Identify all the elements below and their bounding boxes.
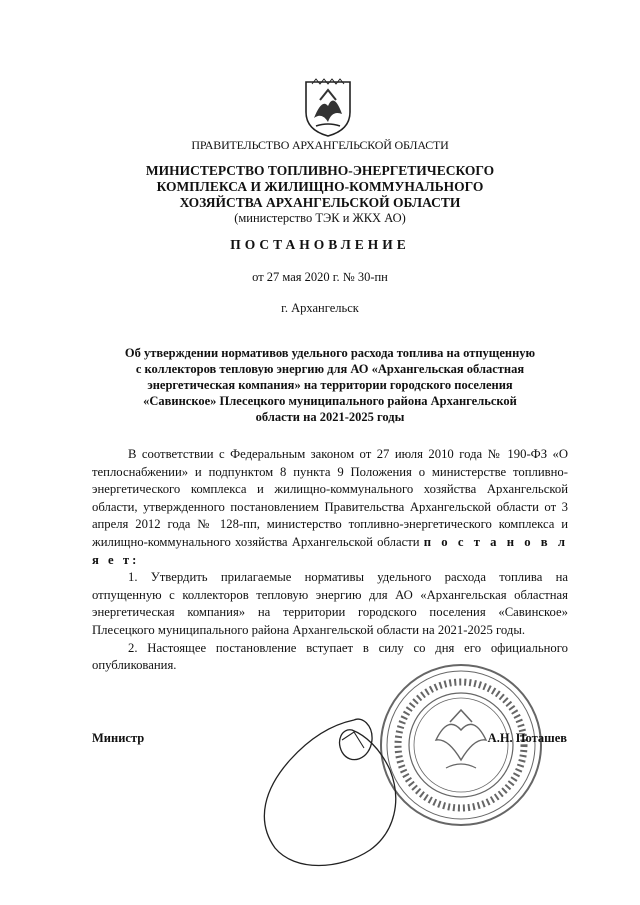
coat-of-arms-emblem [302, 78, 354, 138]
handwritten-signature [230, 700, 430, 880]
signer-name: А.Н. Поташев [487, 731, 567, 745]
subject-line: Об утверждении нормативов удельного расхода топлива на отпущенную [124, 346, 536, 360]
ministry-short-name: (министерство ТЭК и ЖКХ АО) [234, 211, 406, 225]
document-body [92, 446, 568, 675]
subject-line: «Савинское» Плесецкого муниципального района Архангельской [143, 394, 517, 408]
signer-position: Министр [92, 731, 145, 745]
subject-line: области на 2021-2025 годы [255, 410, 405, 424]
ministry-name-line: МИНИСТЕРСТВО ТОПЛИВНО-ЭНЕРГЕТИЧЕСКОГО [145, 163, 495, 178]
ministry-name-line: КОМПЛЕКСА И ЖИЛИЩНО-КОММУНАЛЬНОГО [156, 179, 484, 194]
subject-line: энергетическая компания» на территории городского поселения [147, 378, 513, 392]
city: г. Архангельск [281, 301, 359, 315]
ministry-name [0, 163, 640, 211]
government-name: ПРАВИТЕЛЬСТВО АРХАНГЕЛЬСКОЙ ОБЛАСТИ [191, 138, 449, 152]
item-2-paragraph: 2. Настоящее постановление вступает в силу со дня его официального опубликования. [92, 640, 568, 673]
item-1-paragraph: 1. Утвердить прилагаемые нормативы удельного расхода топлива на отпущенную с коллекторов тепловую энергию для АО «Архангельская областная энергетическая компания» на территории городского поселения «Савинское» Плесецкого муниципального района Архангельской области на 2021-2025 годы. [92, 570, 568, 637]
preamble-text: В соответствии с Федеральным законом от 27 июля 2010 года № 190-ФЗ «О теплоснабжении» и подпунктом 8 пункта 9 Положения о министерстве топливно-энергетического комплекса и жилищно-коммунального хозяйства Архангельской области, утвержденного постановлением Правительства Архангельской области от 3 апреля 2012 года № 128-пп, министерство топливно-энергетического комплекса и жилищно-коммунального хозяйства Архангельской области [92, 447, 568, 549]
subject-line: с коллекторов тепловую энергию для АО «Архангельская областная [135, 362, 525, 376]
preamble-paragraph [92, 446, 568, 569]
document-subject [92, 345, 568, 425]
date-and-number: от 27 мая 2020 г. № 30-пн [252, 270, 388, 284]
resolves-word: п о с т а н о в л я е т: [92, 534, 568, 567]
document-type-title: ПОСТАНОВЛЕНИЕ [230, 237, 410, 252]
ministry-name-line: ХОЗЯЙСТВА АРХАНГЕЛЬСКОЙ ОБЛАСТИ [179, 195, 461, 210]
